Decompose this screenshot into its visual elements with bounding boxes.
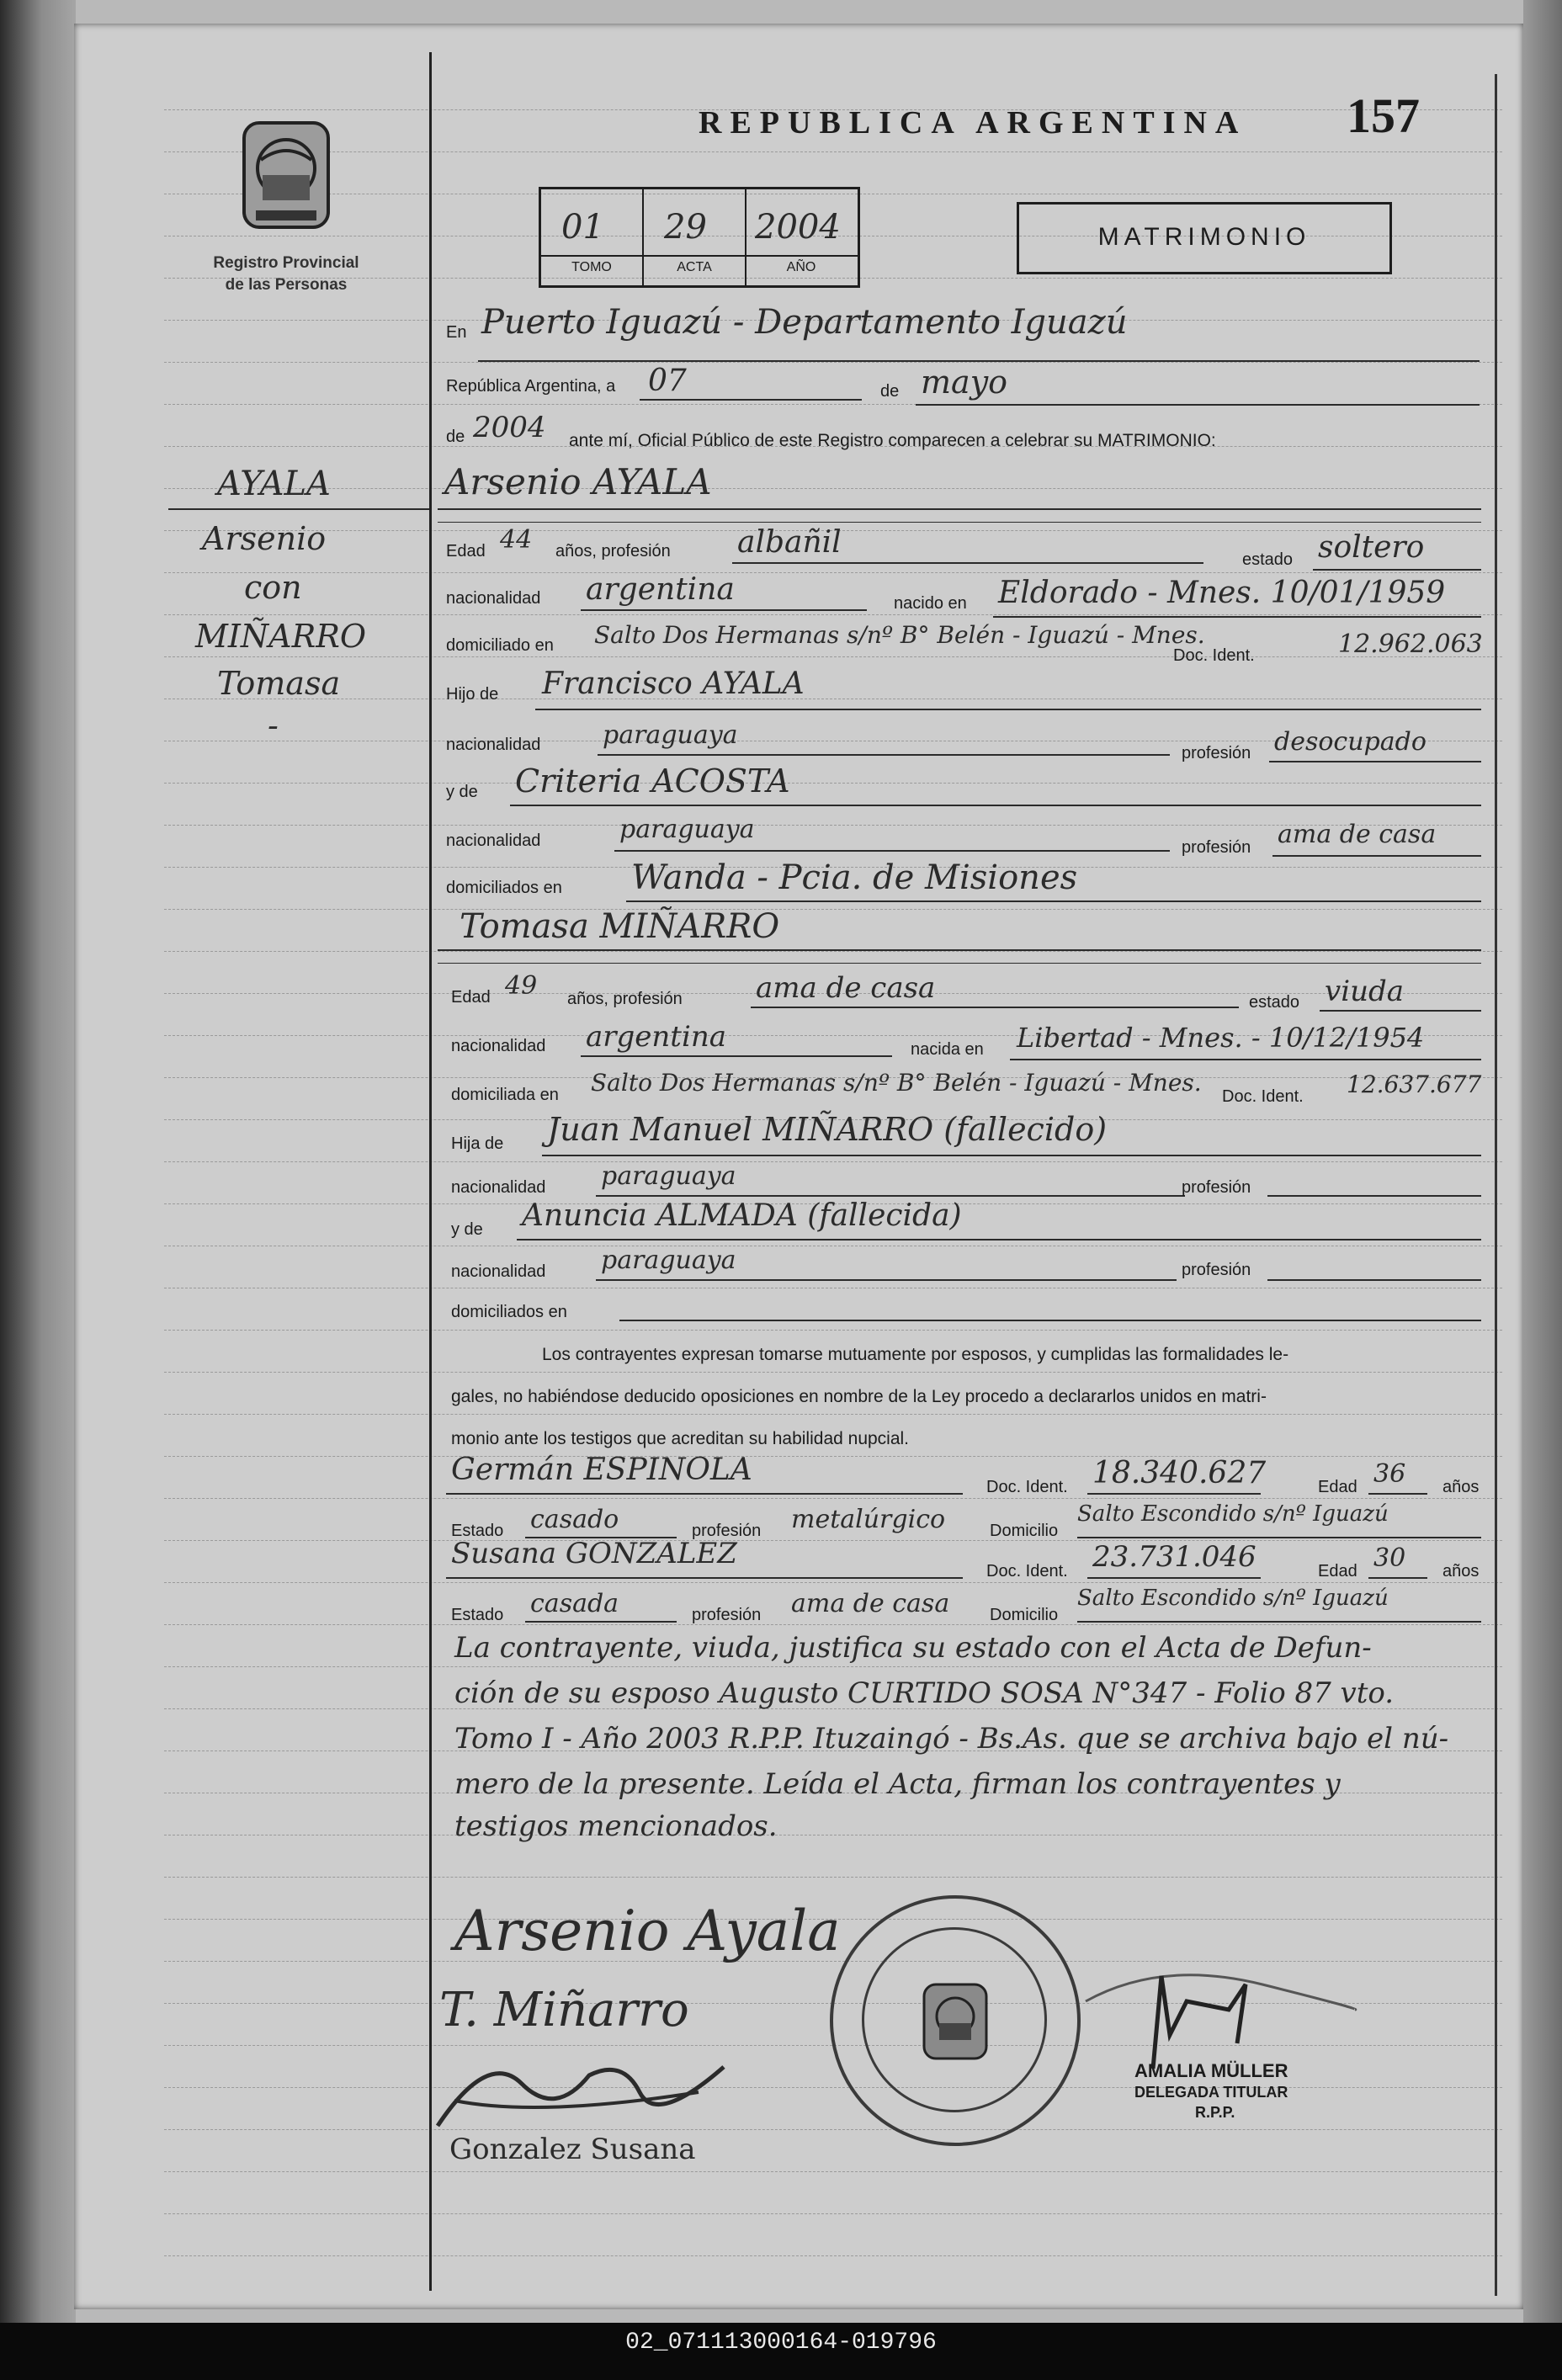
- bride-hija-label: Hija de: [451, 1134, 504, 1153]
- groom-parents-dom-label: domiciliados en: [446, 879, 562, 897]
- witness2-anos-label: años: [1442, 1562, 1480, 1580]
- declaration-line1: Los contrayentes expresan tomarse mutuamente por esposos, y cumplidas las formalidades le-: [542, 1345, 1289, 1364]
- groom-father-nat-label: nacionalidad: [446, 736, 541, 754]
- groom-edad-label: Edad: [446, 542, 486, 560]
- ruled-line: [164, 1372, 1502, 1373]
- ruled-line: [164, 1877, 1502, 1878]
- groom-address: Salto Dos Hermanas s/nº B° Belén - Iguazú - Mnes.: [594, 621, 1205, 649]
- official-org: R.P.P.: [1195, 2104, 1235, 2121]
- groom-born: Eldorado - Mnes. 10/01/1959: [998, 576, 1446, 610]
- witness2-age: 30: [1373, 1543, 1406, 1573]
- margin-surname: AYALA: [217, 465, 331, 503]
- bride-father: Juan Manuel MIÑARRO (fallecido): [547, 1111, 1108, 1148]
- tomo-value: 01: [561, 208, 604, 247]
- declaration-line2: gales, no habiéndose deducido oposiciones en nombre de la Ley procedo a declararlos unidos en matri-: [451, 1387, 1267, 1406]
- bride-father-nat: paraguaya: [601, 1161, 736, 1191]
- witness2-address: Salto Escondido s/nº Iguazú: [1077, 1586, 1389, 1611]
- registry-seal-icon: [236, 116, 337, 234]
- stamp-seal-icon: [917, 1979, 993, 2064]
- ruled-line: [164, 1330, 1502, 1331]
- bride-nationality: argentina: [586, 1020, 727, 1054]
- groom-father-prof-label: profesión: [1182, 744, 1251, 762]
- groom-civil-status: soltero: [1318, 530, 1425, 565]
- ruled-line: [164, 1540, 1502, 1541]
- ruled-line: [164, 572, 1502, 573]
- ruled-line: [164, 614, 1502, 615]
- registry-name-line2: de las Personas: [225, 276, 348, 294]
- groom-signature: Arsenio Ayala: [454, 1899, 841, 1963]
- bride-nat-label: nacionalidad: [451, 1037, 546, 1055]
- bride-father-nat-label: nacionalidad: [451, 1178, 546, 1197]
- bride-doc: 12.637.677: [1347, 1070, 1482, 1098]
- acta-label: ACTA: [677, 260, 712, 274]
- ruled-line: [164, 1582, 1502, 1583]
- margin-line3: MIÑARRO: [195, 618, 366, 655]
- day-value: 07: [648, 364, 687, 398]
- ruled-line: [164, 2087, 1502, 2088]
- ruled-line: [164, 1624, 1502, 1625]
- notes-line1: La contrayente, viuda, justifica su estado con el Acta de Defun-: [454, 1631, 1372, 1665]
- witness1-name: Germán ESPINOLA: [451, 1453, 752, 1487]
- groom-born-label: nacido en: [894, 594, 967, 613]
- bride-yde-label: y de: [451, 1220, 483, 1239]
- witness2-signature: Gonzalez Susana: [449, 2133, 696, 2166]
- witness2-estado-label: Estado: [451, 1606, 504, 1624]
- bride-name: Tomasa MIÑARRO: [460, 907, 780, 946]
- record-type-box: [1017, 202, 1392, 274]
- margin-rule: [429, 52, 432, 2291]
- bride-mother-nat-label: nacionalidad: [451, 1262, 546, 1281]
- ruled-line: [164, 2171, 1502, 2172]
- notes-line2: ción de su esposo Augusto CURTIDO SOSA N°347 - Folio 87 vto.: [454, 1676, 1395, 1710]
- bride-mother: Anuncia ALMADA (fallecida): [522, 1198, 962, 1233]
- groom-father-prof: desocupado: [1274, 727, 1427, 757]
- bride-age: 49: [505, 971, 538, 1001]
- bride-civil-status: viuda: [1325, 975, 1405, 1008]
- place-value: Puerto Iguazú - Departamento Iguazú: [481, 303, 1128, 342]
- official-title: DELEGADA TITULAR: [1134, 2084, 1288, 2101]
- bride-edad-label: Edad: [451, 988, 491, 1007]
- witness1-estado-label: Estado: [451, 1522, 504, 1540]
- groom-hijo-label: Hijo de: [446, 685, 499, 704]
- groom-mother-nat: paraguaya: [619, 815, 755, 844]
- witness2-prof-label: profesión: [692, 1606, 762, 1624]
- witness1-doc-label: Doc. Ident.: [986, 1478, 1068, 1496]
- groom-father-nat: paraguaya: [603, 720, 738, 750]
- groom-nationality: argentina: [586, 572, 735, 607]
- witness1-doc: 18.340.627: [1092, 1456, 1267, 1490]
- groom-mother-prof-label: profesión: [1182, 838, 1251, 857]
- de-label: de: [880, 382, 900, 401]
- declaration-line3: monio ante los testigos que acreditan su habilidad nupcial.: [451, 1429, 910, 1448]
- official-name: AMALIA MÜLLER: [1134, 2060, 1288, 2081]
- bride-signature: T. Miñarro: [439, 1983, 689, 2037]
- witness2-dom-label: Domicilio: [990, 1606, 1059, 1624]
- notes-line5: testigos mencionados.: [454, 1809, 778, 1843]
- en-label: En: [446, 323, 467, 342]
- notes-line4: mero de la presente. Leída el Acta, firman los contrayentes y: [454, 1767, 1341, 1801]
- republica-label: República Argentina, a: [446, 377, 616, 396]
- witness2-profession: ama de casa: [791, 1589, 950, 1618]
- month-value: mayo: [921, 364, 1008, 401]
- groom-prof-label: años, profesión: [555, 542, 671, 560]
- groom-mother-nat-label: nacionalidad: [446, 831, 541, 850]
- groom-estado-label: estado: [1242, 550, 1294, 569]
- bride-mother-prof-label: profesión: [1182, 1261, 1251, 1279]
- witness1-address: Salto Escondido s/nº Iguazú: [1077, 1501, 1389, 1527]
- bride-doc-label: Doc. Ident.: [1222, 1087, 1304, 1106]
- groom-doc: 12.962.063: [1338, 630, 1483, 659]
- ruled-line: [164, 151, 1502, 152]
- bride-born-label: nacida en: [911, 1040, 984, 1059]
- ruled-line: [164, 1456, 1502, 1457]
- bride-father-prof-label: profesión: [1182, 1178, 1251, 1197]
- margin-line1: Arsenio: [202, 520, 327, 557]
- margin-line4: Tomasa: [217, 665, 341, 702]
- year-value: 2004: [473, 411, 546, 444]
- margin-dash: -: [268, 707, 279, 744]
- witness1-profession: metalúrgico: [791, 1505, 946, 1534]
- ruled-line: [164, 1666, 1502, 1667]
- image-reference: 02_071113000164-019796: [625, 2330, 937, 2356]
- bride-parents-dom-label: domiciliados en: [451, 1303, 567, 1321]
- bride-mother-nat: paraguaya: [601, 1246, 736, 1275]
- page-number: 157: [1347, 88, 1420, 143]
- ruled-line: [164, 783, 1502, 784]
- appear-text: ante mí, Oficial Público de este Registro comparecen a celebrar su MATRIMONIO:: [569, 431, 1216, 450]
- witness1-age: 36: [1373, 1459, 1406, 1489]
- book-binding: [0, 0, 76, 2323]
- official-round-stamp: [830, 1895, 1081, 2146]
- bride-prof-label: años, profesión: [567, 990, 683, 1008]
- ruled-line: [164, 2213, 1502, 2214]
- de2-label: de: [446, 428, 465, 446]
- witness1-anos-label: años: [1442, 1478, 1480, 1496]
- record-type: MATRIMONIO: [1097, 223, 1311, 251]
- registry-name-line1: Registro Provincial: [213, 254, 359, 272]
- ruled-line: [164, 2129, 1502, 2130]
- bride-dom-label: domiciliada en: [451, 1086, 559, 1104]
- bride-estado-label: estado: [1249, 993, 1300, 1012]
- ruled-line: [164, 488, 1502, 489]
- groom-mother: Criteria ACOSTA: [515, 762, 790, 800]
- groom-father: Francisco AYALA: [542, 667, 805, 701]
- bride-born: Libertad - Mnes. - 10/12/1954: [1017, 1022, 1425, 1054]
- anio-label: AÑO: [786, 260, 816, 274]
- record-number-box: [539, 187, 860, 288]
- witness2-edad-label: Edad: [1318, 1562, 1357, 1580]
- groom-nat-label: nacionalidad: [446, 589, 541, 608]
- groom-profession: albañil: [737, 525, 842, 560]
- groom-doc-label: Doc. Ident.: [1173, 646, 1255, 665]
- bride-address: Salto Dos Hermanas s/nº B° Belén - Iguazú - Mnes.: [591, 1069, 1202, 1097]
- ruled-line: [164, 656, 1502, 657]
- margin-line2: con: [244, 569, 302, 606]
- ruled-line: [164, 951, 1502, 952]
- anio-value: 2004: [755, 208, 841, 247]
- witness1-status: casado: [530, 1505, 619, 1534]
- ruled-line: [164, 1498, 1502, 1499]
- witness2-status: casada: [530, 1589, 619, 1618]
- witness1-dom-label: Domicilio: [990, 1522, 1059, 1540]
- page-edge: [1523, 0, 1562, 2323]
- groom-mother-prof: ama de casa: [1278, 820, 1437, 849]
- ruled-line: [164, 909, 1502, 910]
- ruled-line: [164, 362, 1502, 363]
- groom-name: Arsenio AYALA: [444, 461, 712, 502]
- right-rule: [1495, 74, 1497, 2296]
- groom-age: 44: [500, 525, 533, 555]
- notes-line3: Tomo I - Año 2003 R.P.P. Ituzaingó - Bs.As. que se archiva bajo el nú-: [454, 1722, 1449, 1756]
- witness1-edad-label: Edad: [1318, 1478, 1357, 1496]
- groom-parents-address: Wanda - Pcia. de Misiones: [631, 858, 1078, 897]
- witness2-doc-label: Doc. Ident.: [986, 1562, 1068, 1580]
- ruled-line: [164, 2255, 1502, 2256]
- groom-dom-label: domiciliado en: [446, 636, 554, 655]
- witness1-prof-label: profesión: [692, 1522, 762, 1540]
- bride-profession: ama de casa: [756, 971, 936, 1005]
- witness2-name: Susana GONZALEZ: [451, 1537, 737, 1570]
- ruled-line: [164, 1161, 1502, 1162]
- country-title: REPUBLICA ARGENTINA: [699, 105, 1247, 141]
- acta-value: 29: [664, 208, 707, 247]
- tomo-label: TOMO: [571, 260, 612, 274]
- groom-yde-label: y de: [446, 783, 478, 801]
- ruled-line: [164, 1414, 1502, 1415]
- witness2-doc: 23.731.046: [1092, 1540, 1257, 1574]
